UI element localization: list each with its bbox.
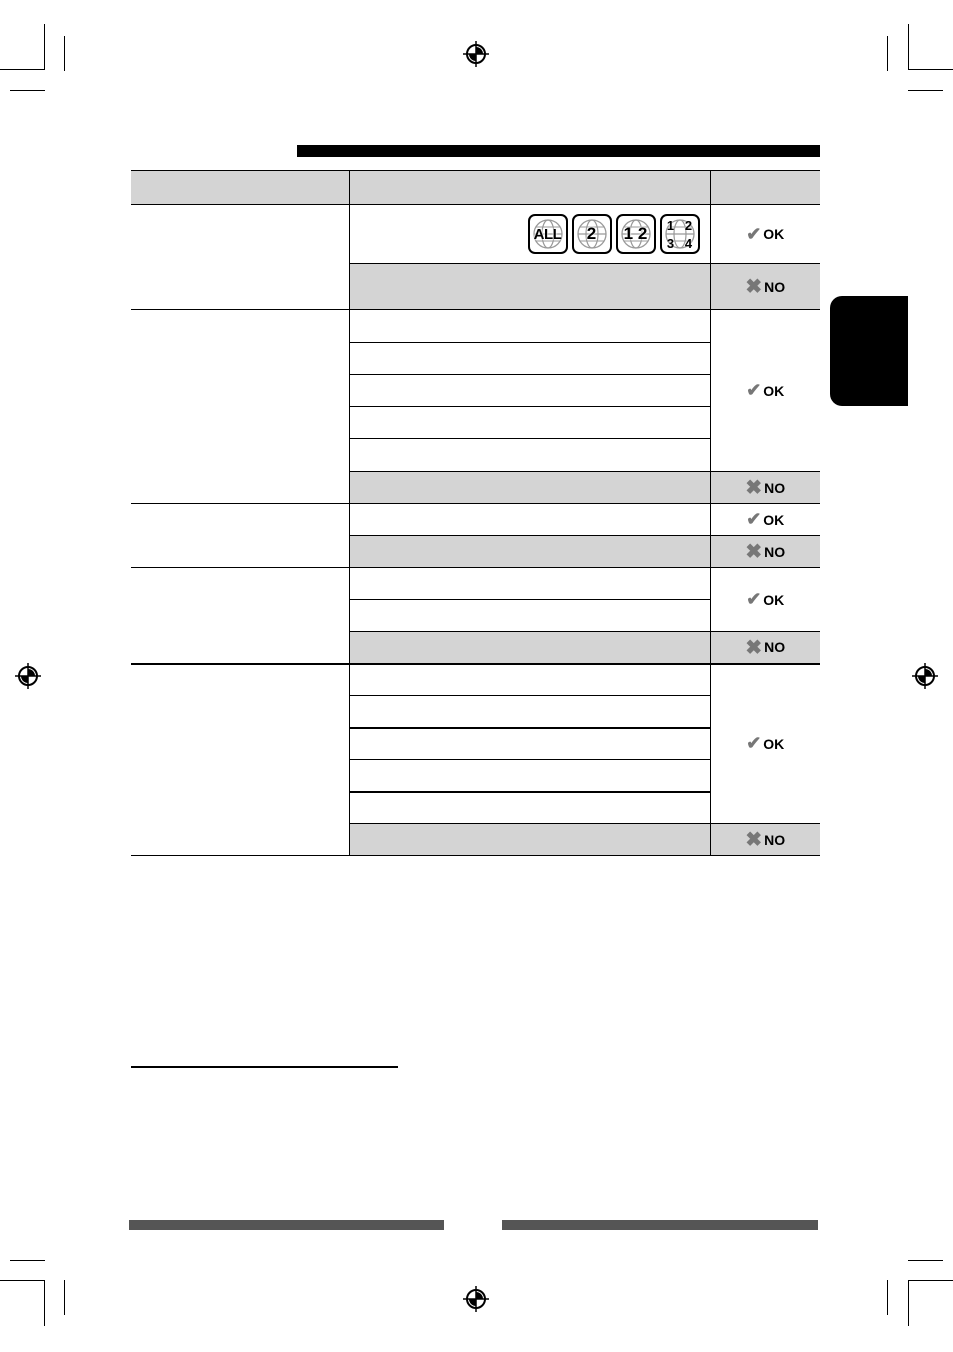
format-cell xyxy=(349,536,710,568)
crop-mark xyxy=(908,1260,943,1261)
no-badge xyxy=(745,475,785,500)
ok-badge xyxy=(746,589,784,610)
registration-mark-icon xyxy=(15,663,41,689)
crop-mark xyxy=(44,24,45,69)
status-cell xyxy=(710,664,820,824)
table-row xyxy=(131,205,820,264)
check-mark-icon: ✔ xyxy=(746,223,762,244)
section-heading-bar xyxy=(297,145,820,157)
crop-mark xyxy=(908,1281,909,1326)
region-label: 1 xyxy=(666,217,675,233)
status-cell xyxy=(710,632,820,664)
crop-mark xyxy=(908,90,943,91)
category-cell xyxy=(131,664,349,856)
table-header-row xyxy=(131,171,820,205)
region-all-icon xyxy=(528,214,568,254)
no-label: NO xyxy=(764,639,786,656)
table-row xyxy=(131,504,820,536)
region-label-group xyxy=(662,216,698,252)
crop-mark xyxy=(908,24,909,69)
region-label: 3 xyxy=(666,235,675,251)
check-mark-icon: ✔ xyxy=(746,380,762,400)
format-cell xyxy=(349,696,710,728)
ok-badge xyxy=(746,509,784,530)
region-label: 1 2 xyxy=(623,224,648,243)
cross-mark-icon: ✖ xyxy=(745,276,763,298)
no-label: NO xyxy=(764,479,786,496)
format-cell xyxy=(349,310,710,343)
no-label: NO xyxy=(764,278,786,295)
no-label: NO xyxy=(764,831,786,848)
check-mark-icon: ✔ xyxy=(746,509,762,529)
crop-mark xyxy=(0,69,45,70)
format-cell xyxy=(349,728,710,760)
region-label: 2 xyxy=(586,224,597,243)
registration-mark-icon xyxy=(912,663,938,689)
format-cell xyxy=(349,504,710,536)
registration-mark-icon xyxy=(463,41,489,67)
registration-mark-icon xyxy=(463,1286,489,1312)
section-rule xyxy=(131,1066,398,1068)
crop-mark xyxy=(44,1281,45,1326)
ok-badge xyxy=(746,224,784,245)
table-row xyxy=(131,568,820,600)
status-cell xyxy=(710,264,820,310)
crop-mark xyxy=(887,1280,888,1315)
status-cell xyxy=(710,824,820,856)
compatibility-table xyxy=(131,170,820,856)
no-badge xyxy=(745,635,785,660)
ok-label: OK xyxy=(763,511,785,528)
region-1-2-3-4-icon xyxy=(660,214,700,254)
format-cell xyxy=(349,472,710,504)
crop-mark xyxy=(908,1280,953,1281)
format-cell xyxy=(349,600,710,632)
no-label: NO xyxy=(764,543,786,560)
check-mark-icon: ✔ xyxy=(746,733,762,754)
table-row xyxy=(131,310,820,343)
category-cell xyxy=(131,504,349,568)
cross-mark-icon: ✖ xyxy=(745,636,763,659)
cross-mark-icon: ✖ xyxy=(745,541,763,563)
crop-mark xyxy=(10,90,45,91)
crop-mark xyxy=(10,1260,45,1261)
header-cell xyxy=(349,171,710,205)
no-badge xyxy=(745,827,785,852)
status-cell xyxy=(710,472,820,504)
no-badge xyxy=(745,274,785,299)
format-cell xyxy=(349,792,710,824)
ok-label: OK xyxy=(763,735,785,752)
ok-badge xyxy=(746,733,784,754)
status-cell xyxy=(710,536,820,568)
crop-mark xyxy=(908,69,953,70)
header-cell xyxy=(131,171,349,205)
format-cell xyxy=(349,568,710,600)
category-cell xyxy=(131,568,349,664)
format-cell xyxy=(349,264,710,310)
cross-mark-icon: ✖ xyxy=(745,477,763,499)
crop-mark xyxy=(64,36,65,71)
category-cell xyxy=(131,205,349,310)
format-cell xyxy=(349,632,710,664)
status-cell xyxy=(710,205,820,264)
crop-mark xyxy=(887,36,888,71)
region-1-2-icon xyxy=(616,214,656,254)
format-cell xyxy=(349,664,710,696)
format-cell xyxy=(349,205,710,264)
ok-label: OK xyxy=(763,382,785,399)
footer-bar-left xyxy=(129,1220,444,1230)
region-label: 2 xyxy=(684,217,693,233)
ok-label: OK xyxy=(763,591,785,608)
region-2-icon xyxy=(572,214,612,254)
table-row xyxy=(131,664,820,696)
crop-mark xyxy=(0,1280,45,1281)
header-cell xyxy=(710,171,820,205)
status-cell xyxy=(710,504,820,536)
format-cell xyxy=(349,824,710,856)
crop-mark xyxy=(64,1280,65,1315)
status-cell xyxy=(710,568,820,632)
format-cell xyxy=(349,343,710,375)
format-cell xyxy=(349,375,710,407)
cross-mark-icon: ✖ xyxy=(745,829,763,851)
region-codes xyxy=(350,205,710,263)
ok-badge xyxy=(746,380,784,401)
check-mark-icon: ✔ xyxy=(746,589,762,609)
category-cell xyxy=(131,310,349,504)
footer-bar-right xyxy=(502,1220,818,1230)
status-cell xyxy=(710,310,820,472)
format-cell xyxy=(349,407,710,439)
format-cell xyxy=(349,439,710,472)
side-tab xyxy=(830,296,908,406)
ok-label: OK xyxy=(763,226,785,242)
region-label: ALL xyxy=(533,225,562,243)
region-label: 4 xyxy=(684,235,693,251)
no-badge xyxy=(745,539,785,564)
format-cell xyxy=(349,760,710,792)
